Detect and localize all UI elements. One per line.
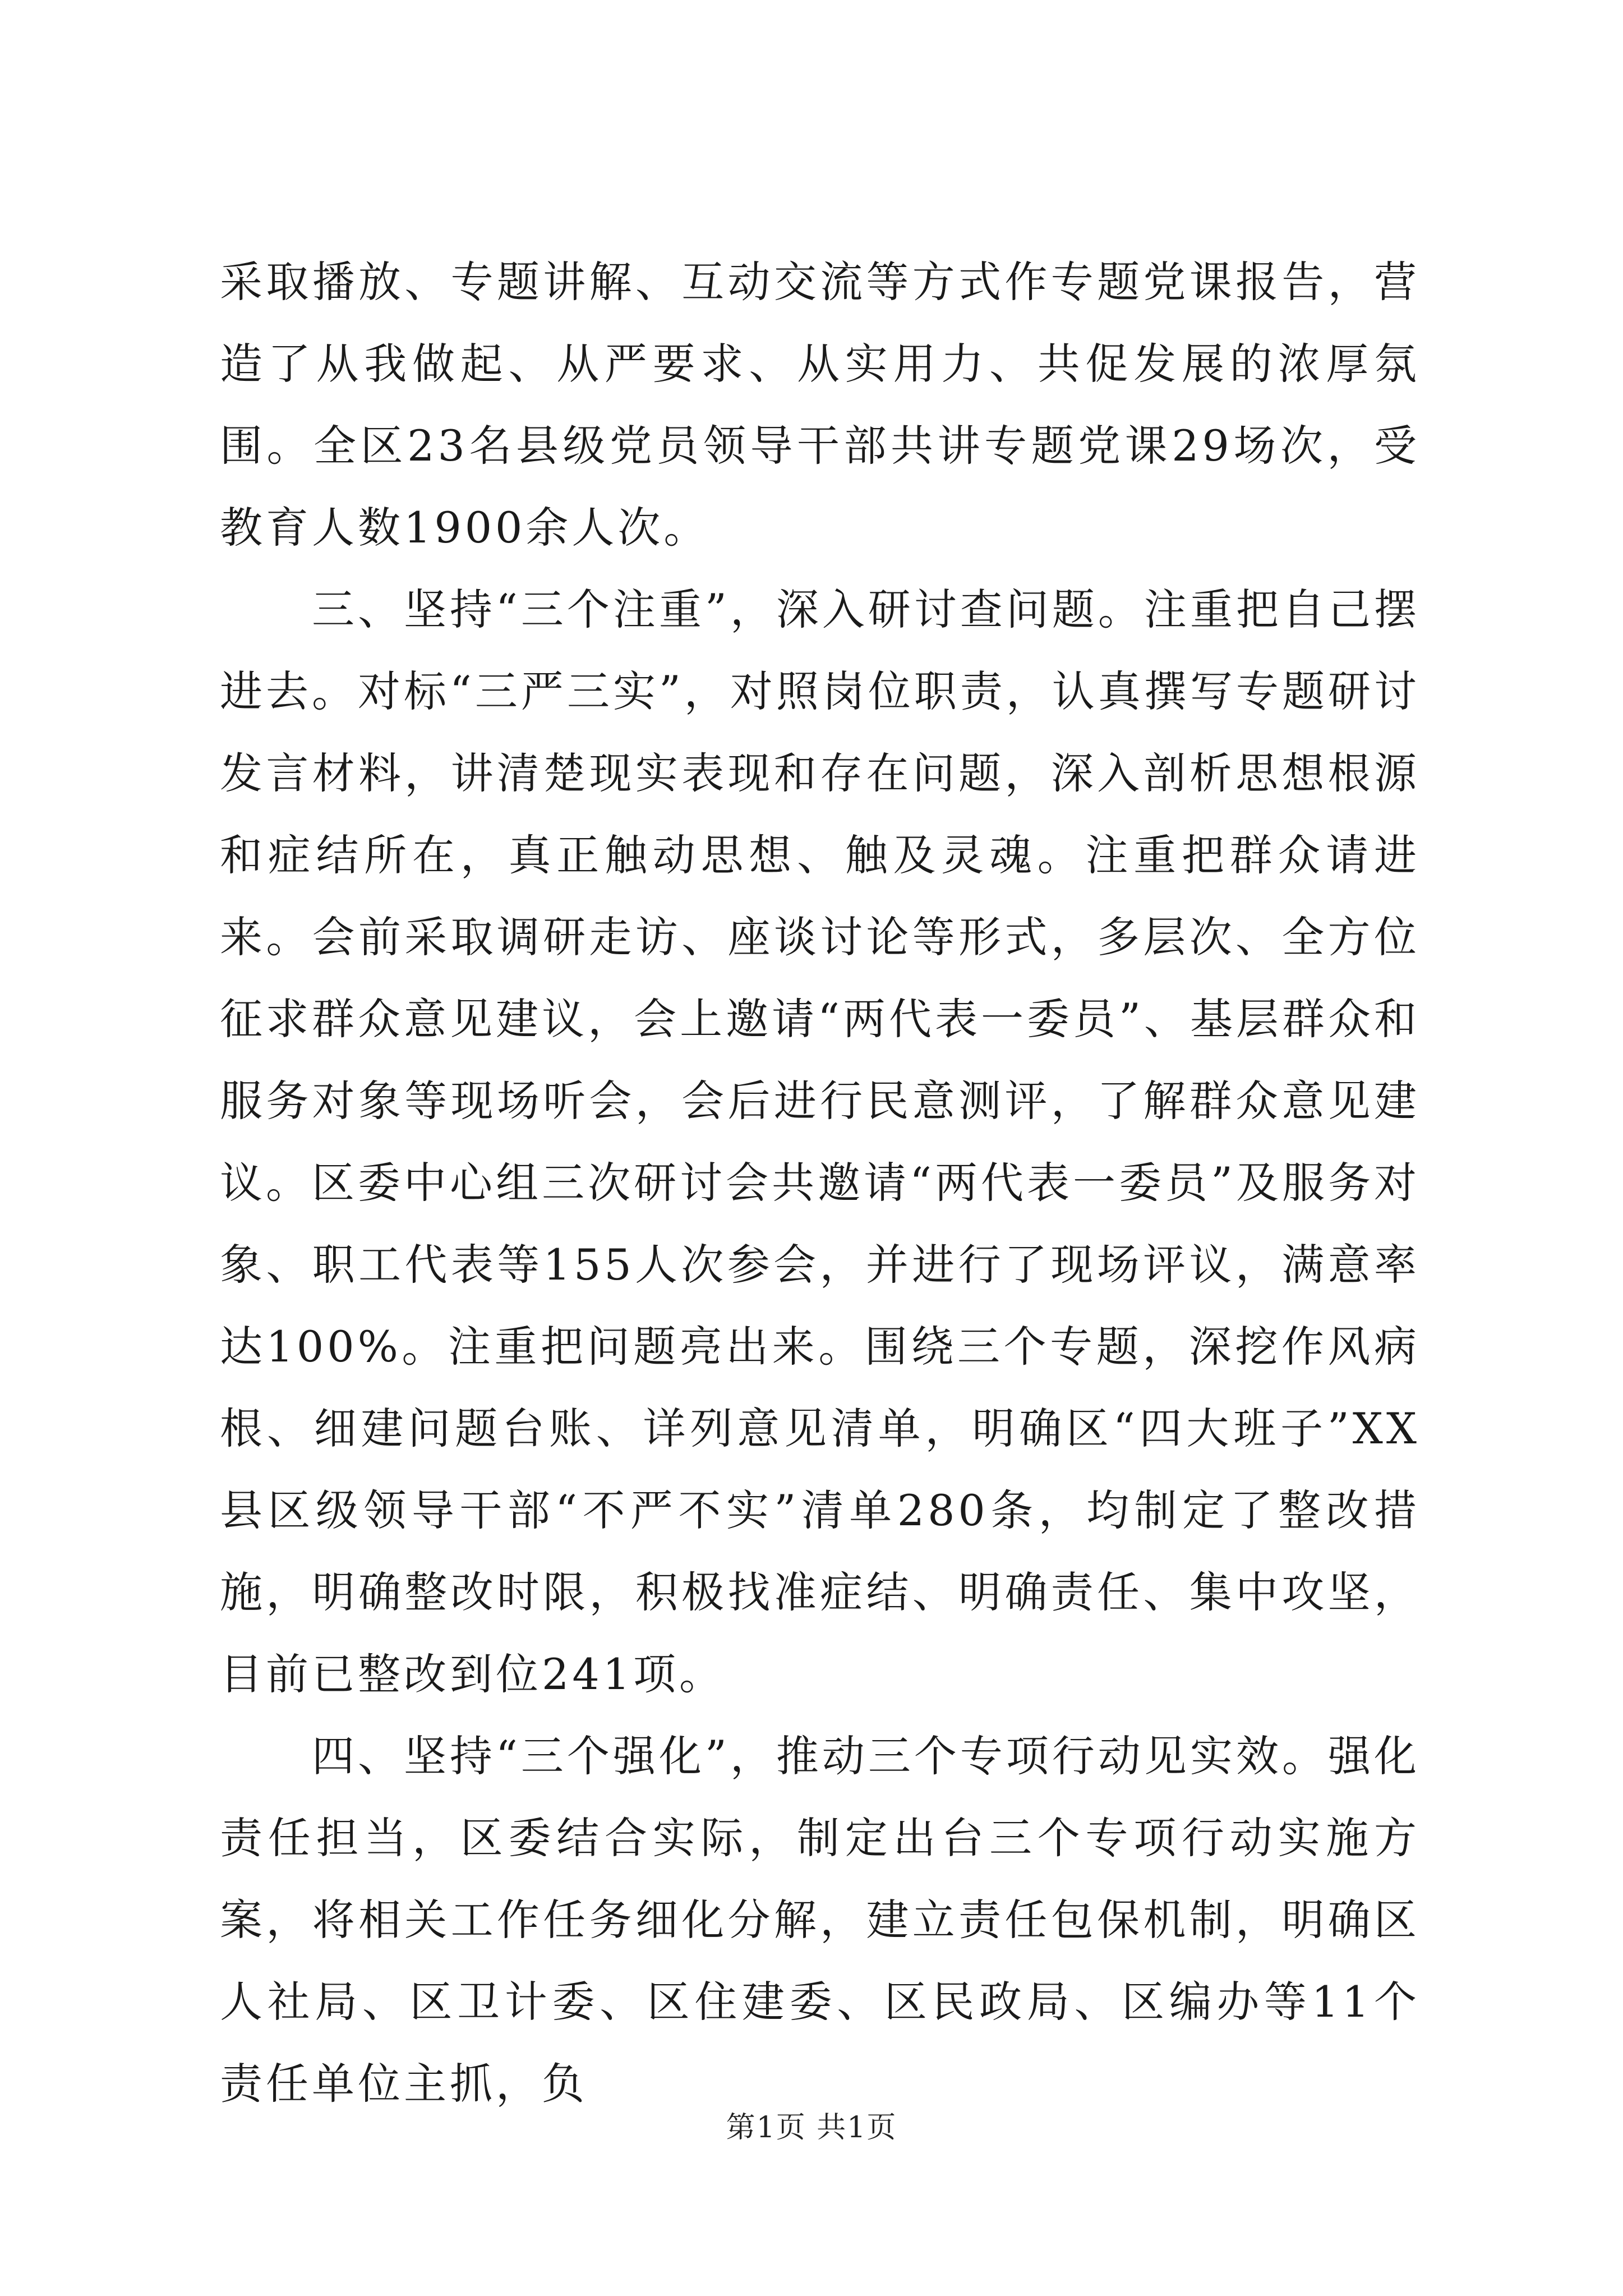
paragraph-3: 四、坚持“三个强化”，推动三个专项行动见实效。强化责任担当，区委结合实际，制定出台三个专项行动实施方案，将相关工作任务细化分解，建立责任包保机制，明确区人社局、区卫计委、区住建委、区民政局、区编办等11个责任单位主抓，负 [220,1731,1420,2109]
paragraph-1: 采取播放、专题讲解、互动交流等方式作专题党课报告，营造了从我做起、从严要求、从实用力、共促发展的浓厚氛围。全区23名县级党员领导干部共讲专题党课29场次，受教育人数1900余人次。 [220,257,1420,553]
page-footer: 第1页 共1页 [726,2111,897,2145]
paragraph-2: 三、坚持“三个注重”，深入研讨查问题。注重把自己摆进去。对标“三严三实”，对照岗位职责，认真撰写专题研讨发言材料，讲清楚现实表现和存在问题，深入剖析思想根源和症结所在，真正触动思想、触及灵魂。注重把群众请进来。会前采取调研走访、座谈讨论等形式，多层次、全方位征求群众意见建议，会上邀请“两代表一委员”、基层群众和服务对象等现场听会，会后进行民意测评，了解群众意见建议。区委中心组三次研讨会共邀请“两代表一委员”及服务对象、职工代表等155人次参会，并进行了现场评议，满意率达100%。注重把问题亮出来。围绕三个专题，深挖作风病根、细建问题台账、详列意见清单，明确区“四大班子”XX县区级领导干部“不严不实”清单280条，均制定了整改措施，明确整改时限，积极找准症结、明确责任、集中攻坚，目前已整改到位241项。 [220,585,1420,1699]
document-body [220,241,1420,2125]
